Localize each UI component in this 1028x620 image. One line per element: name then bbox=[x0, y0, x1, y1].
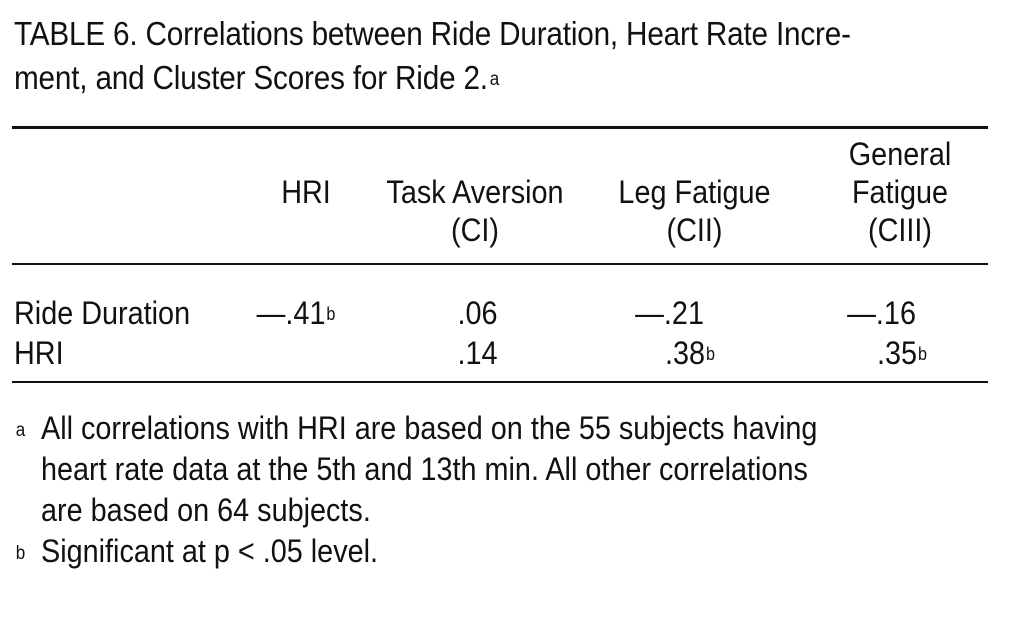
table-caption bbox=[14, 12, 896, 100]
column-header-line: (CIII) bbox=[868, 212, 932, 248]
caption-line-2-text: ment, and Cluster Scores for Ride 2. bbox=[14, 59, 488, 96]
cell-footnote-mark: b bbox=[917, 344, 927, 364]
footnote-line: Significant at p < .05 level. bbox=[41, 533, 379, 569]
row-label-ride-duration: Ride Duration bbox=[14, 295, 191, 331]
column-header-line bbox=[602, 135, 787, 173]
cell-value: .06 bbox=[457, 295, 498, 331]
column-header-line: General bbox=[848, 136, 952, 172]
table-cell bbox=[242, 334, 350, 372]
row-label-hri: HRI bbox=[14, 335, 64, 371]
cell-value: —.21 bbox=[635, 295, 704, 331]
footnote-line: are based on 64 subjects. bbox=[41, 492, 371, 528]
cell-footnote-mark: b bbox=[705, 344, 715, 364]
footnote-line: All correlations with HRI are based on the 55 subjects having bbox=[41, 410, 818, 446]
table-cell bbox=[828, 294, 936, 332]
column-header-line bbox=[376, 135, 574, 173]
cell-value: .38 bbox=[665, 335, 706, 371]
caption-footnote-mark: a bbox=[489, 69, 500, 90]
cell-value: .35 bbox=[877, 335, 918, 371]
table-bottom-rule bbox=[12, 381, 988, 383]
column-header-line bbox=[252, 211, 360, 249]
column-header-hri bbox=[252, 135, 360, 249]
column-header-line: (CI) bbox=[451, 212, 499, 248]
column-header-line: Leg Fatigue bbox=[618, 174, 771, 210]
footnote-a bbox=[14, 408, 914, 531]
cell-value: —.41 bbox=[256, 295, 326, 331]
cell-footnote-mark: b bbox=[326, 304, 336, 324]
column-header-leg-fatigue bbox=[602, 135, 787, 249]
table-cell bbox=[424, 294, 532, 332]
table-cell bbox=[242, 294, 350, 332]
table-cell bbox=[636, 334, 744, 372]
table-header-rule bbox=[12, 263, 988, 265]
table-cell bbox=[424, 334, 532, 372]
cell-value: —.16 bbox=[847, 295, 916, 331]
column-header-line: HRI bbox=[281, 174, 331, 210]
table-cell bbox=[616, 294, 724, 332]
column-header-line bbox=[252, 135, 360, 173]
column-header-line: Task Aversion bbox=[386, 174, 564, 210]
column-header-line: Fatigue bbox=[851, 174, 949, 210]
caption-line-1: TABLE 6. Correlations between Ride Duration, Heart Rate Incre- bbox=[14, 15, 851, 52]
cell-value: .14 bbox=[457, 335, 498, 371]
column-header-task-aversion bbox=[376, 135, 574, 249]
table-cell bbox=[848, 334, 956, 372]
footnote-line: heart rate data at the 5th and 13th min. All other correlations bbox=[41, 451, 808, 487]
table-top-rule bbox=[12, 126, 988, 129]
column-header-general-fatigue bbox=[828, 135, 972, 249]
column-header-line: (CII) bbox=[666, 212, 723, 248]
caption-line-2 bbox=[14, 56, 896, 100]
table-footnotes bbox=[14, 408, 914, 572]
footnote-mark: b bbox=[15, 543, 26, 564]
footnote-b bbox=[14, 531, 914, 572]
footnote-mark: a bbox=[15, 420, 26, 441]
